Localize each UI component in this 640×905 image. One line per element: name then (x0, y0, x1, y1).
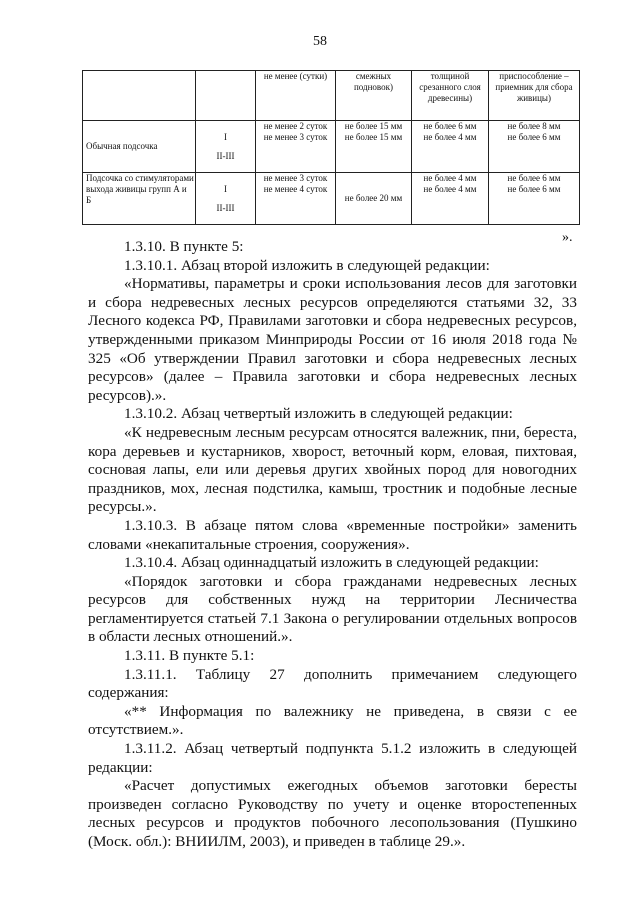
paragraph: 1.3.10.4. Абзац одиннадцатый изложить в следующей редакции: (124, 554, 539, 572)
document-body (88, 238, 577, 852)
thickness-value: не более 4 мм (423, 184, 477, 194)
table-cell: приспособление – приемник для сбора живицы) (489, 71, 580, 121)
table-cell (196, 173, 256, 225)
table-cell (412, 121, 489, 173)
paragraph: 1.3.11.1. Таблицу 27 дополнить примечанием следующего содержания: (88, 665, 577, 702)
table-cell: не менее (сутки) (256, 71, 336, 121)
distance-value: не более 20 мм (344, 193, 403, 203)
interval-value: не менее 3 суток (263, 132, 328, 142)
table-cell (336, 121, 412, 173)
thickness-value: не более 6 мм (423, 121, 477, 131)
interval-value: не менее 2 суток (263, 121, 328, 131)
table-cell (256, 121, 336, 173)
paragraph: 1.3.11.2. Абзац четвертый подпункта 5.1.2 изложить в следующей редакции: (88, 740, 577, 776)
page-number: 58 (313, 34, 327, 49)
class-value: II-III (216, 202, 235, 213)
receiver-value: не более 6 мм (507, 184, 561, 194)
table-cell (489, 173, 580, 225)
table-cell (489, 121, 580, 173)
table-cell (336, 173, 412, 225)
table-closing-quote: ». (562, 230, 573, 245)
receiver-value: не более 6 мм (507, 132, 561, 142)
table-cell (412, 173, 489, 225)
paragraph: «** Информация по валежнику не приведена, в связи с ее отсутствием.». (88, 702, 577, 739)
thickness-value: не более 4 мм (423, 173, 477, 183)
table-cell: смежных подновок) (336, 71, 412, 121)
table-cell: толщиной срезанного слоя древесины) (412, 71, 489, 121)
paragraph: 1.3.10.1. Абзац второй изложить в следующей редакции: (124, 256, 490, 274)
table-cell (196, 121, 256, 173)
paragraph: 1.3.10.3. В абзаце пятом слова «временные постройки» заменить словами «некапитальные строения, сооружения». (88, 516, 577, 553)
table-row (83, 121, 580, 173)
distance-value: не более 15 мм (344, 121, 403, 131)
paragraph: «Расчет допустимых ежегодных объемов заготовки бересты произведен согласно Руководству по учету и оценке второстепенных лесных ресурсов и продуктов побочного лесопользования (Пушкино (Моск. обл.): ВНИИЛМ, 2003), и приведен в таблице 29.». (88, 777, 577, 850)
table-cell (256, 173, 336, 225)
interval-value: не менее 4 суток (263, 184, 328, 194)
paragraph: «Нормативы, параметры и сроки использования лесов для заготовки и сбора недревесных лесных ресурсов определяются статьями 32, 33 Лесного кодекса РФ, Правилами заготовки и сбора недревесных ресурсов, утвержденными приказом Минприроды России от 16 июля 2018 года № 325 «Об утверждении Правил заготовки и сбора недревесных лесных ресурсов» (далее – Правила заготовки и сбора недревесных лесных ресурсов).». (88, 275, 577, 404)
table-row (83, 173, 580, 225)
interval-value: не менее 3 суток (263, 173, 328, 183)
table-cell: Обычная подсочка (83, 121, 196, 173)
norms-table (82, 70, 580, 225)
paragraph: 1.3.10. В пункте 5: (124, 238, 244, 255)
paragraph: 1.3.10.2. Абзац четвертый изложить в следующей редакции: (124, 405, 513, 423)
class-value: I (224, 131, 227, 142)
table-cell (196, 71, 256, 121)
table-header-row (83, 71, 580, 121)
paragraph: «Порядок заготовки и сбора гражданами недревесных лесных ресурсов для собственных нужд на территории Лесничества регламентируется статьей 7.1 Закона о регулировании отдельных вопросов в области лесных отношений.». (88, 572, 577, 646)
paragraph: «К недревесным лесным ресурсам относятся валежник, пни, береста, кора деревьев и кустарников, хворост, веточный корм, еловая, пихтовая, сосновая лапы, ели или деревья других хвойных пород для новогодних праздников, мох, лесная подстилка, камыш, тростник и подобные лесные ресурсы.». (88, 423, 577, 516)
receiver-value: не более 6 мм (507, 173, 561, 183)
class-value: I (224, 183, 227, 194)
receiver-value: не более 8 мм (507, 121, 561, 131)
table-cell: Подсочка со стимуляторами выхода живицы групп А и Б (83, 173, 196, 225)
table-cell (83, 71, 196, 121)
paragraph: 1.3.11. В пункте 5.1: (124, 647, 255, 665)
distance-value: не более 15 мм (344, 132, 403, 142)
class-value: II-III (216, 150, 235, 161)
thickness-value: не более 4 мм (423, 132, 477, 142)
